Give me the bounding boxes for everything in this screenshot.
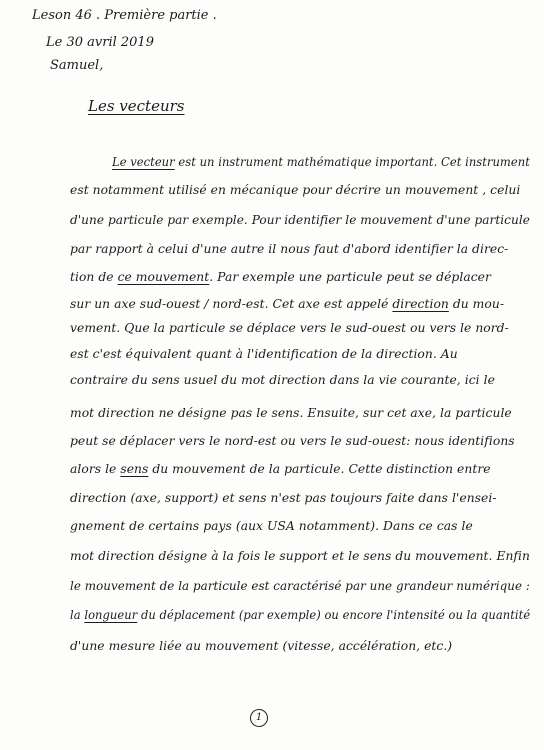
text-line [70,490,497,506]
text-line-part: est c'est équivalent quant à l'identification de la direction. Au [70,347,458,361]
date-line: Le 30 avril 2019 [46,35,154,50]
text-line [70,405,512,421]
text-line-part: la [70,608,85,622]
text-line-part: sur un axe sud-ouest / nord-est. Cet axe est appelé [70,297,393,311]
text-line-part: . Par exemple une particule peut se déplacer [209,270,491,284]
text-line-part: le mouvement de la particule est caractérisé par une grandeur numérique : [70,579,530,593]
underlined-term: longueur [84,608,138,622]
lesson-header: Leson 46 . Première partie . [32,8,217,23]
underlined-term: sens [120,462,149,476]
page-number: 1 [250,709,268,727]
text-line-part: mot direction ne désigne pas le sens. Ensuite, sur cet axe, la particule [70,406,512,420]
text-line [70,320,509,336]
author-line: Samuel, [50,58,104,73]
text-line [70,433,515,449]
text-line-part: est un instrument mathématique important. Cet instrument [174,155,530,169]
text-line-part: est notamment utilisé en mécanique pour décrire un mouvement , celui [70,183,521,197]
underlined-term: ce mouvement [117,270,210,284]
text-line [70,518,473,534]
text-line-part: alors le [70,462,121,476]
text-line-part: du déplacement (par exemple) ou encore l'intensité ou la quantité [137,608,531,622]
text-line-part: du mouvement de la particule. Cette distinction entre [148,462,491,476]
text-line [70,212,530,228]
text-line-part: mot direction désigne à la fois le support et le sens du mouvement. Enfin [70,549,530,563]
text-line-part: vement. Que la particule se déplace vers le sud-ouest ou vers le nord- [70,321,509,335]
text-line-part: gnement de certains pays (aux USA notamment). Dans ce cas le [70,519,473,533]
text-line [70,269,491,285]
text-line-part: du mou- [448,297,505,311]
text-line [70,638,452,654]
text-line-part: tion de [70,270,118,284]
text-line-part: contraire du sens usuel du mot direction dans la vie courante, ici le [70,373,495,387]
text-line-part: peut se déplacer vers le nord-est ou vers le sud-ouest: nous identifions [70,434,515,448]
underlined-term: Le vecteur [112,155,175,169]
text-line-part: d'une particule par exemple. Pour identifier le mouvement d'une particule [70,213,530,227]
underlined-term: direction [392,297,449,311]
text-line [70,372,495,388]
text-line [70,548,530,564]
text-line-part: direction (axe, support) et sens n'est pas toujours faite dans l'ensei- [70,491,497,505]
text-line-part: d'une mesure liée au mouvement (vitesse, accélération, etc.) [70,639,453,653]
page-title: Les vecteurs [88,97,185,115]
text-line [70,241,508,257]
text-line [70,578,530,594]
text-line [70,296,504,312]
text-line [70,461,491,477]
text-line [70,607,530,623]
text-line [70,182,520,198]
text-line-part: par rapport à celui d'une autre il nous faut d'abord identifier la direc- [70,242,509,256]
text-line [112,154,530,170]
text-line [70,346,458,362]
